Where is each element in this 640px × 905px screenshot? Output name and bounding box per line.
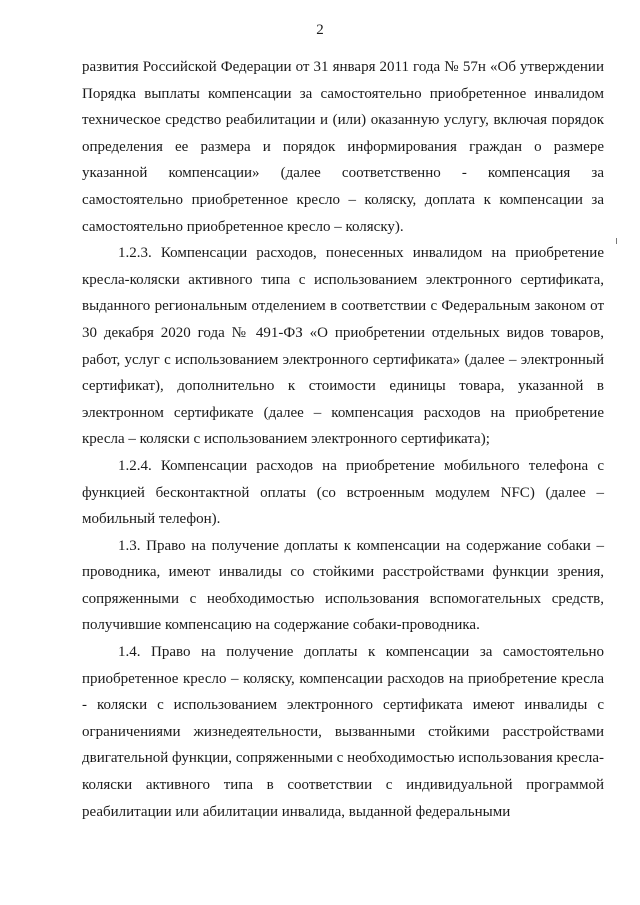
paragraph-intro-continuation: развития Российской Федерации от 31 января 2011 года № 57н «Об утверждении Порядка выплаты компенсации за самостоятельно приобретенное инвалидом техническое средство реабилитации и (или) оказанную услугу, включая порядок определения ее размера и порядок информирования граждан о размере указанной компенсации» (далее соответственно - компенсация за самостоятельно приобретенное кресло – коляску, доплата к компенсации за самостоятельно приобретенное кресло – коляску). (82, 59, 604, 235)
paragraph-1-4: 1.4. Право на получение доплаты к компенсации за самостоятельно приобретенное кресло – коляску, компенсации расходов на приобретение кресла - коляски с использованием электронного сертификата имеют инвалиды с ограничениями жизнедеятельности, вызванными стойкими расстройствами двигательной функции, сопряженными с необходимостью использования кресла-коляски активного типа в соответствии с индивидуальной программой реабилитации или абилитации инвалида, выданной федеральными (82, 644, 604, 820)
paragraph-1-3: 1.3. Право на получение доплаты к компенсации на содержание собаки – проводника, имеют инвалиды со стойкими расстройствами функции зрения, сопряженными с необходимостью использования вспомогательных средств, получившие компенсацию на содержание собаки-проводника. (82, 537, 604, 634)
paragraph-1-2-3: 1.2.3. Компенсации расходов, понесенных инвалидом на приобретение кресла-коляски активного типа с использованием электронного сертификата, выданного региональным отделением в соответствии с Федеральным законом от 30 декабря 2020 года № 491-ФЗ «О приобретении отдельных видов товаров, работ, услуг с использованием электронного сертификата» (далее – электронный сертификат), дополнительно к стоимости единицы товара, указанной в электронном сертификате (далее – компенсация расходов на приобретение кресла – коляски с использованием электронного сертификата); (82, 245, 604, 448)
margin-mark (616, 238, 617, 244)
page-number: 2 (316, 22, 324, 38)
paragraph-1-2-4: 1.2.4. Компенсации расходов на приобретение мобильного телефона с функцией бесконтактной оплаты (со встроенным модулем NFC) (далее – мобильный телефон). (82, 457, 604, 528)
document-body (82, 54, 604, 825)
